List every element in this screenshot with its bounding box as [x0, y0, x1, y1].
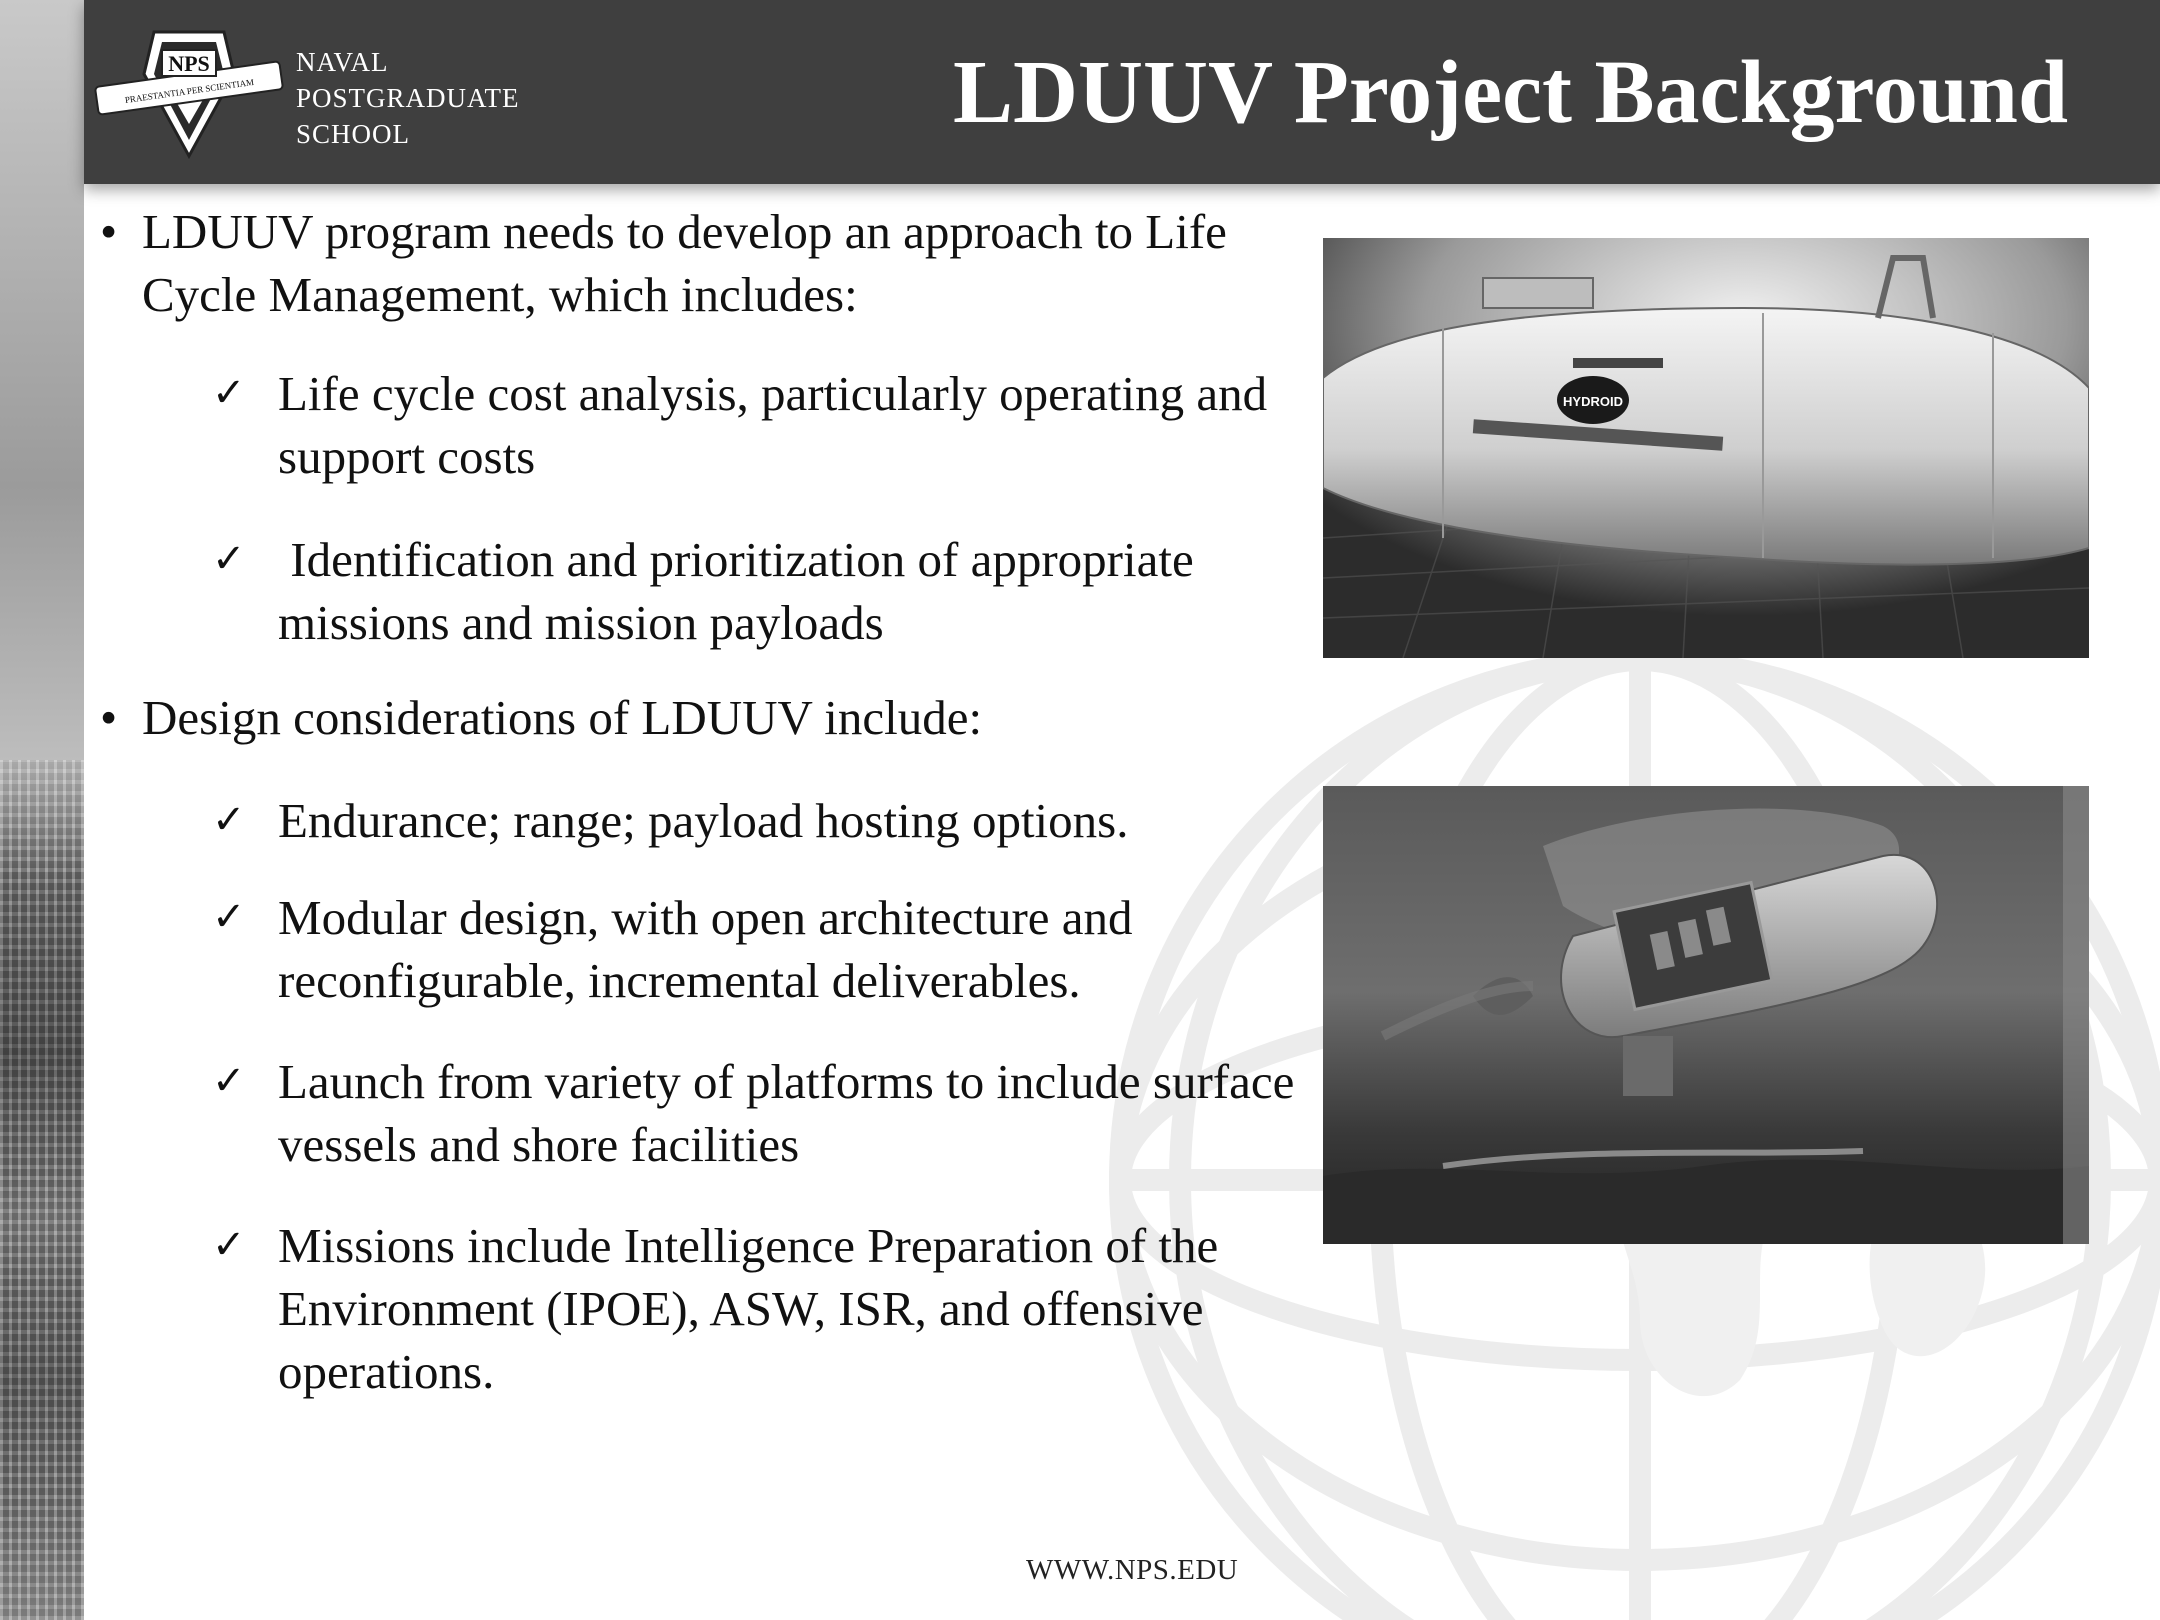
bullet-dot-icon: • — [100, 690, 118, 745]
check-item-text: Identification and prioritization of appropriate missions and mission payloads — [278, 532, 1206, 650]
check-item — [100, 886, 1300, 1012]
check-item — [100, 1050, 1300, 1176]
check-item-text: Modular design, with open architecture and reconfigurable, incremental deliverables. — [278, 890, 1133, 1008]
uuv-photo-top — [1323, 238, 2089, 658]
aerial-photo-strip — [0, 0, 84, 1620]
bullet-text: Design considerations of LDUUV include: — [142, 690, 983, 745]
bullet-design — [100, 686, 1300, 749]
school-name-line-3: SCHOOL — [296, 119, 411, 149]
logo-emblem-text: NPS — [168, 51, 210, 76]
hull-label: HYDROID — [1563, 394, 1623, 409]
check-item-text: Endurance; range; payload hosting options. — [278, 793, 1129, 848]
checkmark-icon: ✓ — [212, 1222, 246, 1268]
checkmark-icon: ✓ — [212, 797, 246, 843]
school-name-line-2: POSTGRADUATE — [296, 83, 520, 113]
slide-title: LDUUV Project Background — [952, 43, 2068, 142]
school-name — [296, 44, 520, 152]
check-item — [100, 1214, 1300, 1403]
check-item — [100, 528, 1300, 654]
logo-motto: PRAESTANTIA PER SCIENTIAM — [124, 76, 255, 105]
bullet-lifecycle — [100, 200, 1300, 326]
school-name-line-1: NAVAL — [296, 47, 389, 77]
check-item — [100, 362, 1300, 488]
footer-url: WWW.NPS.EDU — [1026, 1554, 1239, 1586]
check-item-text: Life cycle cost analysis, particularly operating and support costs — [278, 366, 1268, 484]
slide-body — [100, 200, 1300, 1403]
bullet-dot-icon: • — [100, 204, 118, 259]
check-item-text: Launch from variety of platforms to include surface vessels and shore facilities — [278, 1054, 1295, 1172]
header-bar — [84, 0, 2160, 184]
checkmark-icon: ✓ — [212, 536, 246, 582]
nps-crest-logo — [94, 28, 284, 163]
bullet-text: LDUUV program needs to develop an approach to Life Cycle Management, which includes: — [142, 204, 1227, 322]
uuv-photo-bottom — [1323, 786, 2089, 1244]
check-item — [100, 789, 1300, 852]
checkmark-icon: ✓ — [212, 370, 246, 416]
check-item-text: Missions include Intelligence Preparation of the Environment (IPOE), ASW, ISR, and offensive operations. — [278, 1218, 1219, 1399]
checkmark-icon: ✓ — [212, 1058, 246, 1104]
checkmark-icon: ✓ — [212, 894, 246, 940]
